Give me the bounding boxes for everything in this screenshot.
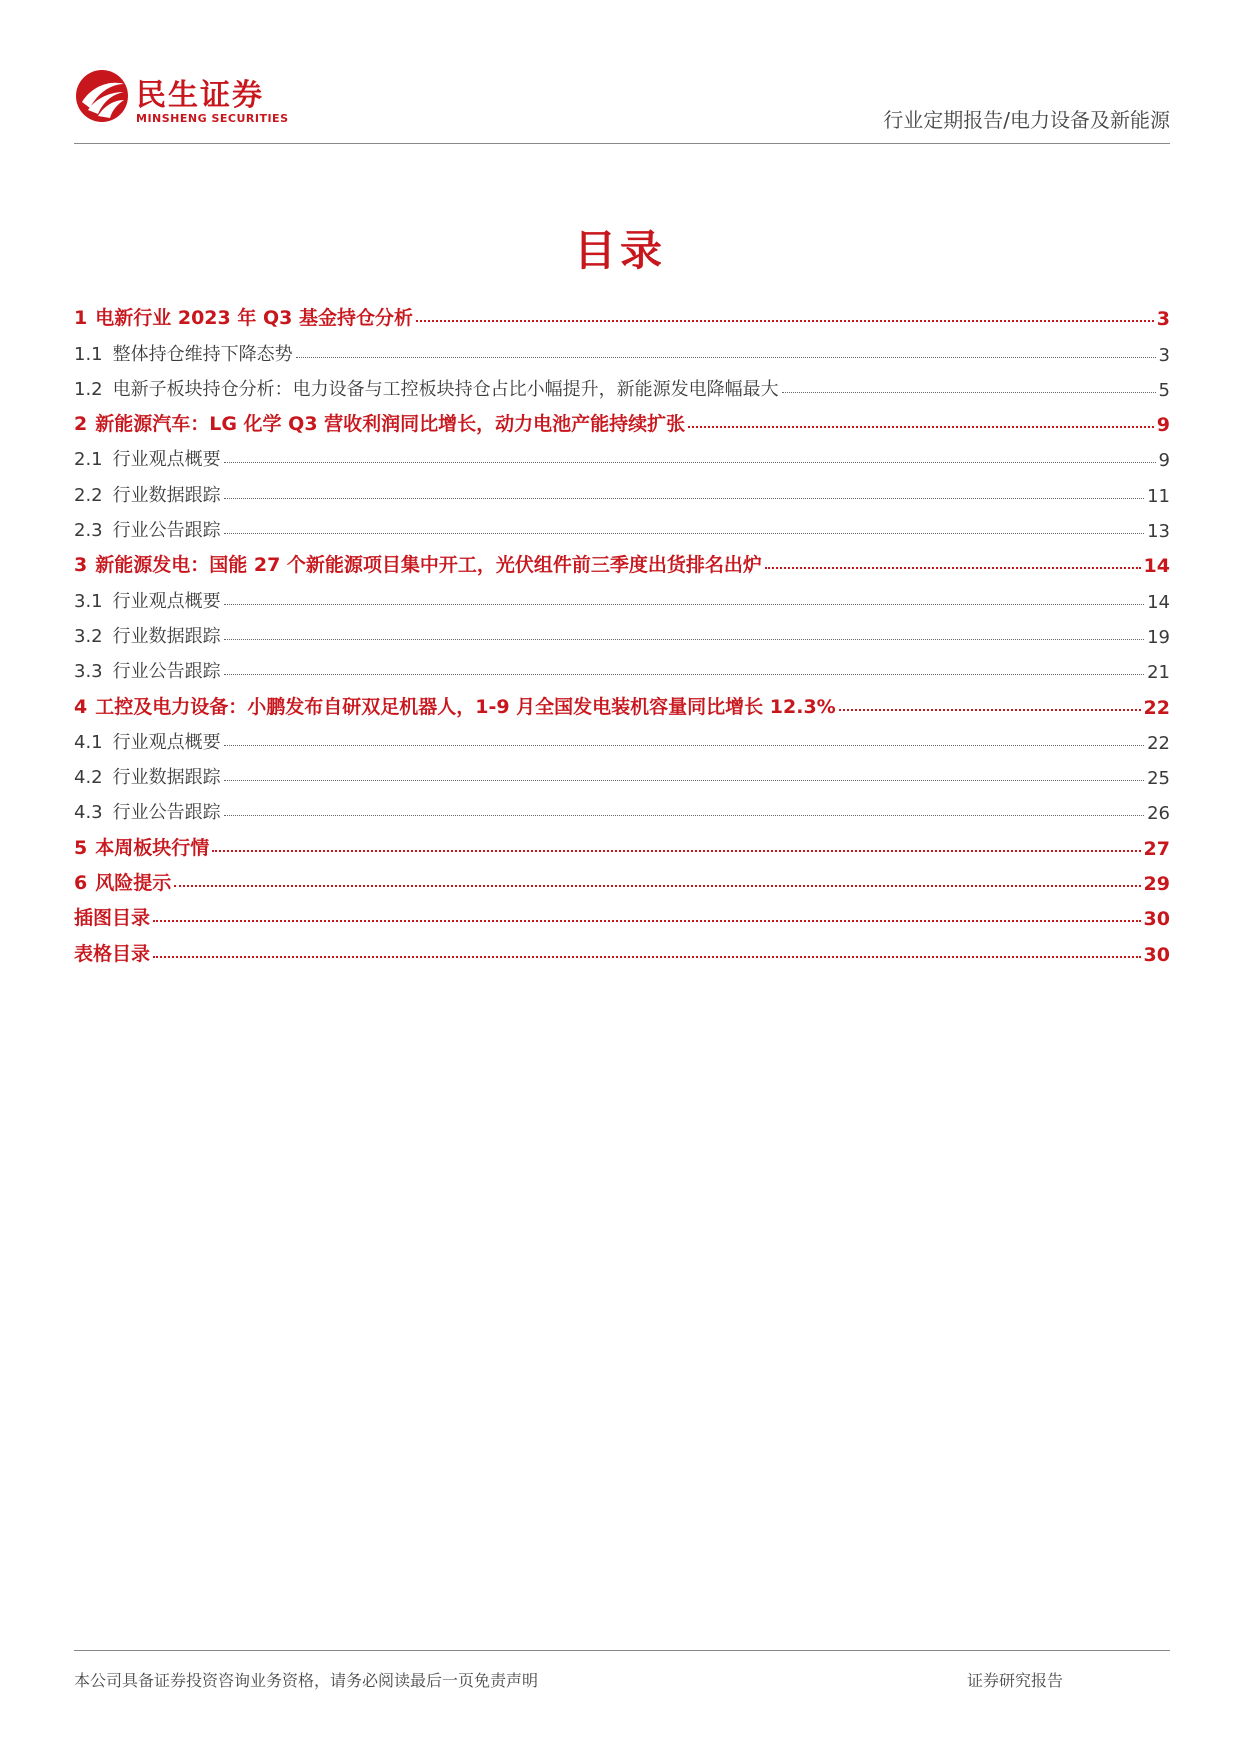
toc-entry-page: 25 xyxy=(1147,768,1170,790)
toc-entry-text: 风险提示 xyxy=(95,872,172,895)
toc-entry-number: 3.3 xyxy=(74,661,103,683)
toc-entry-label xyxy=(74,763,221,789)
toc-entry-page: 13 xyxy=(1147,521,1170,543)
toc-entry-page: 5 xyxy=(1158,379,1170,401)
toc-entry-label xyxy=(74,340,293,366)
toc-dot-leader xyxy=(174,885,1140,887)
toc-dot-leader xyxy=(153,920,1141,922)
toc-entry[interactable] xyxy=(74,930,1170,965)
toc-entry-label xyxy=(74,833,209,860)
toc-entry[interactable] xyxy=(74,330,1170,365)
toc-entry-text: 整体持仓维持下降态势 xyxy=(112,343,293,365)
toc-entry-text: 工控及电力设备：小鹏发布自研双足机器人，1-9 月全国发电装机容量同比增长 12.3% xyxy=(95,695,836,718)
toc-entry[interactable] xyxy=(74,577,1170,612)
toc-entry-page: 30 xyxy=(1143,943,1170,966)
toc-entry-label xyxy=(74,622,221,648)
company-logo xyxy=(74,64,334,134)
toc-entry-text: 行业公告跟踪 xyxy=(112,520,221,542)
toc-entry[interactable] xyxy=(74,471,1170,506)
toc-entry-label xyxy=(74,516,221,542)
toc-entry-text: 电新行业 2023 年 Q3 基金持仓分析 xyxy=(95,307,413,330)
toc-dot-leader xyxy=(416,320,1154,322)
toc-entry-page: 19 xyxy=(1147,626,1170,648)
page-header xyxy=(74,64,1170,144)
toc-entry-page: 3 xyxy=(1156,308,1170,331)
toc-entry[interactable] xyxy=(74,719,1170,754)
toc-entry-number: 5 xyxy=(74,836,88,859)
toc-entry[interactable] xyxy=(74,613,1170,648)
table-of-contents xyxy=(74,295,1170,966)
toc-entry-page: 9 xyxy=(1156,414,1170,437)
toc-entry-label xyxy=(74,481,221,507)
toc-title: 目录 xyxy=(573,226,666,275)
toc-entry-label xyxy=(74,868,171,895)
toc-entry-text: 新能源汽车：LG 化学 Q3 营收利润同比增长，动力电池产能持续扩张 xyxy=(95,413,686,436)
toc-entry-number: 2.3 xyxy=(74,520,103,542)
toc-dot-leader xyxy=(224,498,1144,499)
toc-entry[interactable] xyxy=(74,295,1170,330)
toc-entry[interactable] xyxy=(74,436,1170,471)
toc-dot-leader xyxy=(688,426,1154,428)
toc-entry-label xyxy=(74,587,221,613)
toc-entry-label xyxy=(74,798,221,824)
toc-dot-leader xyxy=(224,780,1144,781)
toc-entry-number: 4.2 xyxy=(74,767,103,789)
minsheng-logo-icon xyxy=(74,68,130,124)
toc-entry-text: 新能源发电：国能 27 个新能源项目集中开工，光伏组件前三季度出货排名出炉 xyxy=(95,554,762,577)
toc-entry-text: 表格目录 xyxy=(74,942,151,965)
toc-entry-label xyxy=(74,657,221,683)
toc-entry-number: 4 xyxy=(74,695,88,718)
footer-divider xyxy=(74,1650,1170,1651)
toc-entry-text: 行业公告跟踪 xyxy=(112,661,221,683)
toc-entry[interactable] xyxy=(74,789,1170,824)
toc-entry-page: 30 xyxy=(1143,908,1170,931)
logo-text-en: MINSHENG SECURITIES xyxy=(136,112,289,125)
toc-dot-leader xyxy=(224,533,1144,534)
toc-entry-text: 行业数据跟踪 xyxy=(112,767,221,789)
footer-doc-type: 证券研究报告 xyxy=(966,1671,1063,1690)
toc-dot-leader xyxy=(765,567,1141,569)
footer-disclaimer: 本公司具备证券投资咨询业务资格，请务必阅读最后一页免责声明 xyxy=(74,1671,539,1690)
toc-entry[interactable] xyxy=(74,895,1170,930)
toc-entry-page: 22 xyxy=(1143,696,1170,719)
toc-entry-page: 27 xyxy=(1143,837,1170,860)
toc-entry-page: 26 xyxy=(1147,803,1170,825)
toc-dot-leader xyxy=(224,639,1144,640)
toc-entry-text: 本周板块行情 xyxy=(95,836,210,859)
toc-entry[interactable] xyxy=(74,754,1170,789)
toc-dot-leader xyxy=(782,392,1156,393)
toc-entry-number: 4.3 xyxy=(74,802,103,824)
toc-entry-text: 行业数据跟踪 xyxy=(112,484,221,506)
toc-dot-leader xyxy=(224,462,1156,463)
toc-entry-number: 3.1 xyxy=(74,590,103,612)
toc-entry[interactable] xyxy=(74,401,1170,436)
toc-entry[interactable] xyxy=(74,366,1170,401)
toc-entry-number: 6 xyxy=(74,872,88,895)
toc-entry[interactable] xyxy=(74,507,1170,542)
toc-entry-number: 1.1 xyxy=(74,343,103,365)
toc-entry-number: 2.2 xyxy=(74,484,103,506)
toc-entry-label xyxy=(74,939,150,966)
toc-dot-leader xyxy=(224,674,1144,675)
toc-entry-number: 2 xyxy=(74,413,88,436)
toc-entry-page: 14 xyxy=(1147,591,1170,613)
toc-entry-label xyxy=(74,375,779,401)
toc-entry-text: 插图目录 xyxy=(74,907,151,930)
toc-entry[interactable] xyxy=(74,824,1170,859)
toc-entry[interactable] xyxy=(74,542,1170,577)
toc-entry-text: 行业观点概要 xyxy=(112,590,221,612)
toc-entry[interactable] xyxy=(74,683,1170,718)
toc-entry-label xyxy=(74,303,413,330)
toc-dot-leader xyxy=(212,850,1140,852)
toc-entry-page: 9 xyxy=(1158,450,1170,472)
toc-entry-page: 21 xyxy=(1147,662,1170,684)
toc-entry-label xyxy=(74,728,221,754)
toc-dot-leader xyxy=(839,709,1141,711)
toc-entry[interactable] xyxy=(74,648,1170,683)
report-type: 行业定期报告/电力设备及新能源 xyxy=(883,108,1170,132)
toc-entry-text: 行业观点概要 xyxy=(112,731,221,753)
toc-entry-label xyxy=(74,903,150,930)
toc-entry-text: 行业数据跟踪 xyxy=(112,625,221,647)
toc-dot-leader xyxy=(153,956,1141,958)
toc-entry-page: 29 xyxy=(1143,873,1170,896)
toc-dot-leader xyxy=(224,815,1144,816)
toc-entry-number: 3 xyxy=(74,554,88,577)
toc-entry[interactable] xyxy=(74,860,1170,895)
toc-entry-page: 3 xyxy=(1158,344,1170,366)
toc-entry-label xyxy=(74,692,836,719)
toc-entry-label xyxy=(74,550,762,577)
toc-entry-page: 11 xyxy=(1147,485,1170,507)
toc-entry-number: 3.2 xyxy=(74,625,103,647)
toc-entry-number: 4.1 xyxy=(74,731,103,753)
toc-entry-page: 22 xyxy=(1147,732,1170,754)
toc-entry-number: 2.1 xyxy=(74,449,103,471)
toc-entry-text: 行业公告跟踪 xyxy=(112,802,221,824)
toc-entry-label xyxy=(74,445,221,471)
toc-entry-number: 1.2 xyxy=(74,378,103,400)
toc-dot-leader xyxy=(296,357,1156,358)
toc-dot-leader xyxy=(224,604,1144,605)
toc-entry-text: 电新子板块持仓分析：电力设备与工控板块持仓占比小幅提升，新能源发电降幅最大 xyxy=(112,378,779,400)
toc-entry-text: 行业观点概要 xyxy=(112,449,221,471)
toc-entry-label xyxy=(74,409,685,436)
header-divider xyxy=(74,143,1170,144)
logo-text-cn: 民生证券 xyxy=(136,78,264,113)
toc-entry-number: 1 xyxy=(74,307,88,330)
toc-dot-leader xyxy=(224,745,1144,746)
toc-entry-page: 14 xyxy=(1143,555,1170,578)
